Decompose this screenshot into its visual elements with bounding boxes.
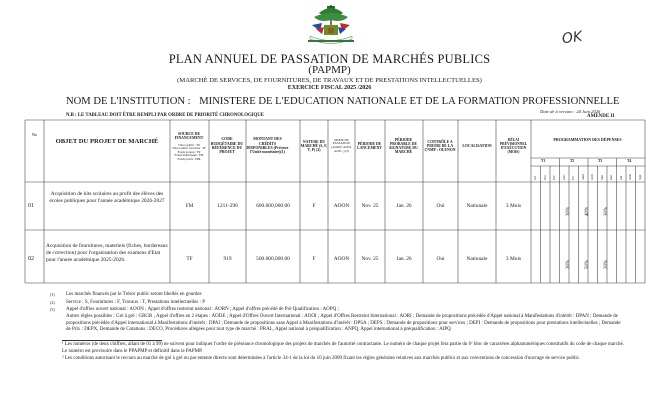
row-launch-period: Nov. 25 [361,256,379,262]
spending-percent: 30% [566,206,571,216]
month-label: Août [628,174,632,180]
row-signature-period: Jan. 26 [396,203,412,209]
note-other-rules: Autres règles possibles : Gré à gré : GRGR ; Appel d'offres en 2 étapes : AODE ; Appel d'Offres Ouvert International : AOOI ; Appel d'Offres Restreint International : AORI ; Demande de propositions précédée d'Appel national à Manifestations d'intérêt : DPAN ; Demande de propositions précédée d'Appel international à Manifestations d'intérêt : DPAI ; Demande de propositions sans Appel à Manifestations d'intérêt : DPSA ; DEPS : Demande de propositions pour services ; DEPI : Demande de propositions pour prestations intellectuelles ; Demande de Prix : DEPX, Demande de Cotations : DECO, Procédures allégées pour tout type de marché : PRAL, Appel national à préqualification : ANPQ, Appel international à préqualification : AIPQ [66,314,621,332]
note-marker: (3) [50,307,55,312]
institution-name: MINISTERE DE L'EDUCATION NATIONALE ET DE LA FORMATION PROFESSIONNELLE [199,96,620,107]
month-label: Mai [599,175,604,180]
row-budget-code: 1211-290 [217,203,238,209]
note-text: Service : S, Fournitures : F, Travaux : T, Prestations intellectuelles : P [66,300,205,305]
trimester-label: T2 [570,159,575,163]
spending-percent: 50% [585,259,590,269]
row-number: 02 [28,256,34,262]
row-cnmp-control: Oui [436,256,445,262]
row-nature: F [312,256,316,262]
footnote-1: ¹ Les numéros (de deux chiffres, allant de 01 à 99) ne suivent pour indiquer l'ordre de préséance chronologique des projets de marchés de l'autorité contractante. Le numéro de chaque projet fera partie du 6ᵉ bloc de caractères alphanumériques constitutifs du code de chaque marché. Le numéro est provisoire dans le PPAPMP et définitif dans le PAPMP. [62,342,624,354]
row-budget-code: 919 [223,256,232,262]
footnote-divider [62,340,162,341]
col-header-source: SOURCE DE FINANCEMENT [174,131,204,140]
row-launch-period: Nov. 25 [361,203,379,209]
row-location: Nationale [466,203,488,209]
col-header-amount: MONTANT DES CRÉDITS DISPONIBLES (Préciser l'Unité monétaire)(1) [246,137,289,155]
spending-percent: 30% [566,259,571,269]
spending-percent: 30% [604,206,609,216]
month-label: Déc [552,175,556,180]
plan-acronym: (PAPMP) [308,64,351,76]
row-source: FM [185,203,194,209]
col-header-cnmp-control: CONTRÔLE A PRIORI DE LA CNMP : OUI/NON [424,139,456,153]
trimester-label: T1 [541,159,546,163]
col-header-nature: NATURE DU MARCHÉ (S, F, T, P) (2) [300,139,328,153]
footnote-2: ² Les conditions autorisant le recours au marché de gré à gré ou par entente directe sont déterminées à l'article 34-1 de la loi du 10 juin 2009 fixant les règles générales relatives aux marchés publics et aux conventions de concession d'ouvrage de service public. [62,355,581,361]
col-header-spending-programming: PROGRAMMATION DES DÉPENSES [553,136,622,142]
fiscal-year: EXERCICE FISCAL 2025 /2026 [287,85,372,91]
row-duration: 3 Mois [505,256,522,262]
institution-label: NOM DE L'INSTITUTION : [66,96,191,107]
month-label: Janv [561,174,566,180]
footnotes [62,342,627,362]
row-location: Nationale [466,256,488,262]
row-object: Acquisition de kits scolaires au profit des élèves des écoles publiques pour l'année académique 2026-2027 [49,191,165,205]
plan-subtitle: (MARCHÉ DE SERVICES, DE FOURNITURES, DE TRAVAUX ET DE PRESTATIONS INTELLECTUELLES) [177,77,482,84]
col-header-budget-code: CODE BUDGÉTAIRE DU RÉFÉRENCE DU PROJET [210,137,244,155]
note-marker: (1) [50,292,55,297]
row-amount: 600.000,000.00 [256,203,290,209]
date-version: Date de à version : 24 Juin 2026 [540,109,601,114]
row-mode: AOON [333,203,350,209]
spending-percent: 40% [585,206,590,216]
row-nature: F [312,203,316,209]
haiti-coat-of-arms-seal [302,3,360,49]
note-marker: (2) [50,300,55,305]
trimester-label: T3 [598,159,603,163]
row-signature-period: Jan. 26 [396,256,412,262]
month-label: Avril [590,173,594,180]
month-label: Fév [571,175,575,180]
spending-percent: 20% [604,259,609,269]
row-amount: 500.000,000.00 [256,256,290,262]
col-header-mode: MODE DE PASSATION (AOON, AOOI, AON...) (3) [331,137,352,153]
month-label: Juil [618,175,623,180]
col-header-duration: DÉLAI PRÉVISIONNEL D'EXÉCUTION (MOIS) [499,137,528,155]
row-number: 01 [28,203,34,209]
col-header-no: No [31,132,38,137]
row-mode: AOON [333,256,350,262]
plan-title: PLAN ANNUEL DE PASSATION DE MARCHÉS PUBLICS [168,52,491,66]
month-label: Juin [609,174,613,180]
note-currency [50,292,626,299]
institution-line [66,96,619,107]
row-source: TF [186,256,193,262]
month-label: Nov [542,174,547,180]
col-header-signature-period: PÉRIODE PROBABLE DE SIGNATURE DU MARCHÉ [389,137,418,155]
row-object: Acquisition de fournitures, materiels (fiches, bordereaux de correction) pour l'organisation des examens d'Etat pour l'année académique 2025-2026. [46,243,168,264]
col-header-object: OBJET DU PROJET DE MARCHÉ [55,138,159,146]
amendment-label: AMENDE II [587,114,615,119]
row-duration: 3 Mois [505,203,522,209]
month-label: Sept [637,174,642,180]
col-header-source-legend: Trésor public : TP Trésor public fonctions : TF Fonds propres : FP Fonds municipaux : FM Fonds privés : FPR [172,143,206,161]
row-cnmp-control: Oui [436,203,445,209]
note-text: Appel d'offres ouvert national : AOON ; Appel d'offres restreint national : AORN ; Appel d'offres précédé de Pré Qualification : AOPQ ; [66,307,339,312]
trimester-label: T4 [627,159,632,163]
month-label: Oct [533,175,537,180]
month-label: Mars [580,173,585,180]
col-header-location: LOCALISATION [462,143,492,148]
note-procurement-modes [50,307,626,314]
note-text: Les marchés financés par le Trésor public seront libellés en gourdes [66,292,202,297]
priority-note: N.B : LE TABLEAU DOIT ÊTRE REMPLI PAR ORDRE DE PRIORITÉ CHRONOLOGIQUE [66,113,264,118]
note-nature-codes [50,300,626,307]
col-header-launch-period: PÉRIODE DE LANCEMENT [357,141,382,150]
handwritten-ok-mark: OK [560,28,584,48]
